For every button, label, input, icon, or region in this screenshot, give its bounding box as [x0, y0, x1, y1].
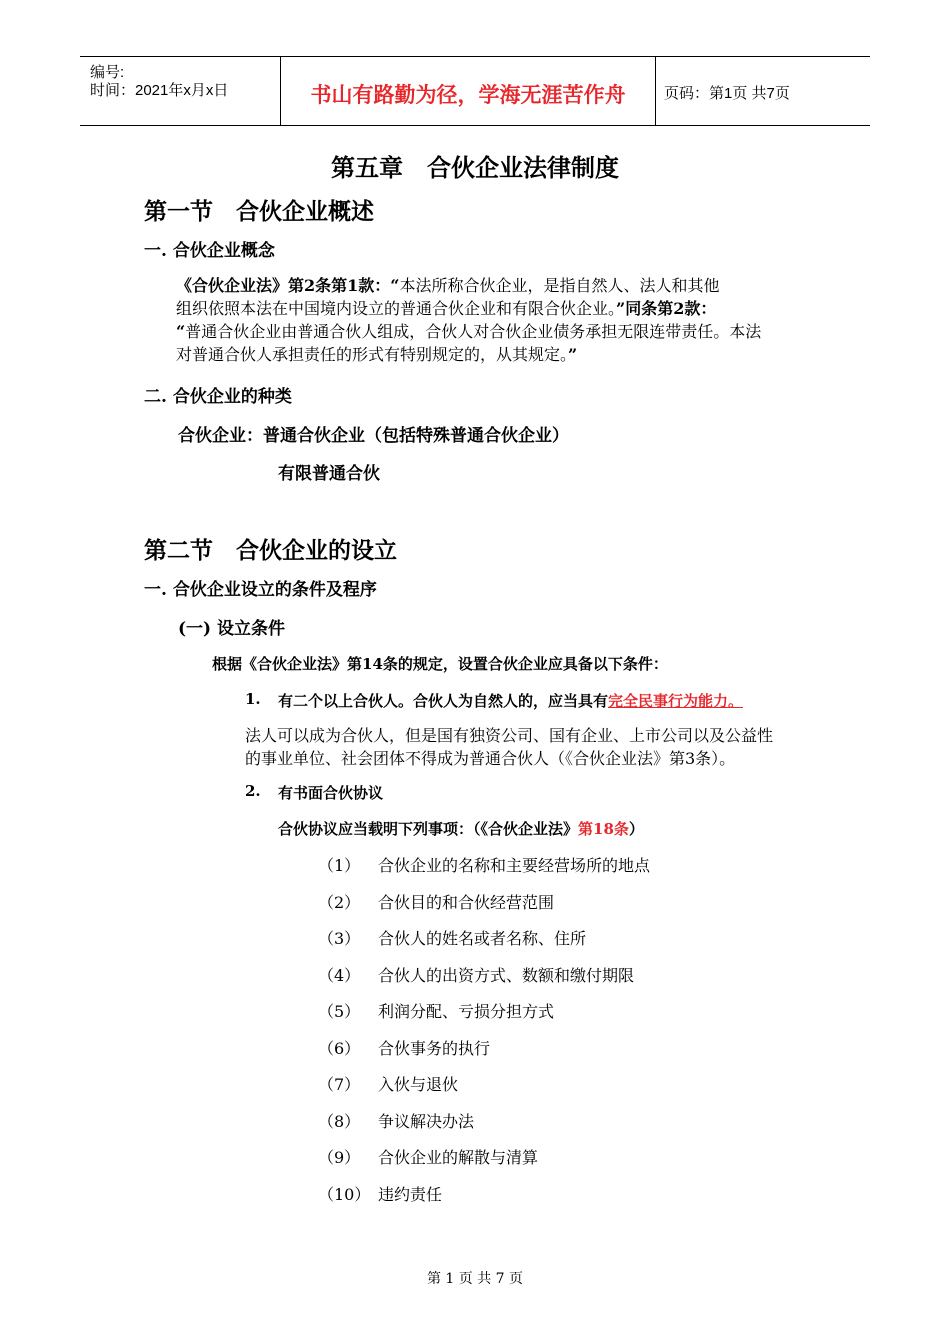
partnership-types-line: 有限普通合伙: [278, 464, 380, 484]
subsection-heading: 一. 合伙企业设立的条件及程序: [144, 580, 377, 600]
list-item-number: （10）: [318, 1184, 371, 1204]
agreement-intro: 合伙协议应当载明下列事项：（《合伙企业法》第18条）: [278, 820, 644, 838]
section-title: 第二节 合伙企业的设立: [144, 537, 397, 564]
list-item-text: 合伙人的姓名或者名称、住所: [378, 929, 587, 948]
header-page-info: 页码：第1页 共7页: [664, 85, 790, 102]
list-item-number: （2）: [318, 892, 361, 912]
list-item: [318, 999, 718, 1021]
condition-number: 2.: [245, 782, 261, 800]
quote-text: 普通合伙企业由普通合伙人组成，合伙人对合伙企业债务承担无限连带责任。本法: [185, 322, 762, 341]
subsection-heading: 一. 合伙企业概念: [144, 241, 275, 261]
header-motto: 书山有路勤为径，学海无涯苦作舟: [310, 84, 626, 107]
quote-text: 本法所称合伙企业，是指自然人、法人和其他: [399, 276, 720, 295]
list-item-number: （6）: [318, 1038, 361, 1058]
list-item-number: （8）: [318, 1111, 361, 1131]
list-item-text: 入伙与退伙: [378, 1075, 459, 1094]
document-time-label: 时间：2021年x月x日: [90, 82, 229, 99]
list-item-text: 合伙事务的执行: [378, 1038, 491, 1058]
list-item: [318, 890, 718, 912]
quote-text: 组织依照本法在中国境内设立的普通合伙企业和有限合伙企业。: [176, 299, 617, 318]
list-item: [318, 1109, 718, 1131]
condition-text: 有二个以上合伙人。合伙人为自然人的，应当具有完全民事行为能力。: [278, 692, 744, 710]
section-title: 第一节 合伙企业概述: [144, 198, 374, 225]
list-item-text: 违约责任: [378, 1184, 443, 1204]
header-motto-cell: [280, 57, 656, 125]
list-item-number: （4）: [318, 965, 361, 985]
list-item: [318, 853, 718, 875]
list-item-number: （3）: [318, 929, 361, 948]
header-page-cell: [655, 57, 870, 125]
list-item: [318, 1072, 718, 1094]
list-item: [318, 1182, 718, 1204]
list-item: [318, 926, 718, 948]
list-item-text: 争议解决办法: [378, 1111, 475, 1131]
list-item-text: 合伙目的和合伙经营范围: [378, 892, 555, 912]
conditions-intro: 根据《合伙企业法》第14条的规定，设置合伙企业应具备以下条件：: [212, 655, 668, 673]
quote-text: 对普通合伙人承担责任的形式有特别规定的，从其规定。: [176, 345, 569, 364]
condition-number: 1.: [245, 690, 261, 708]
highlighted-term: 完全民事行为能力。: [608, 692, 744, 710]
document-number-label: 编号:: [90, 64, 125, 81]
list-item-number: （5）: [318, 1002, 361, 1021]
quote-mark: “: [176, 322, 186, 341]
list-item: [318, 963, 718, 985]
law-quote-paragraph: [176, 274, 816, 366]
subsection-subheading: (一) 设立条件: [178, 619, 286, 639]
list-item-number: （1）: [318, 856, 361, 875]
condition-text: 有书面合伙协议: [278, 784, 384, 802]
list-item-text: 合伙企业的解散与清算: [378, 1148, 539, 1167]
partnership-types-line: 合伙企业：普通合伙企业（包括特殊普通合伙企业）: [178, 426, 569, 446]
list-item: [318, 1036, 718, 1058]
list-item-number: （9）: [318, 1148, 361, 1167]
header-meta-cell: [80, 57, 280, 125]
quote-mark: ”: [568, 345, 578, 364]
page-footer: 第 1 页 共 7 页: [426, 1271, 524, 1287]
list-item-text: 合伙企业的名称和主要经营场所的地点: [378, 856, 651, 875]
list-item-number: （7）: [318, 1075, 361, 1094]
list-item-text: 合伙人的出资方式、数额和缴付期限: [378, 965, 635, 985]
subsection-heading: 二. 合伙企业的种类: [144, 387, 292, 407]
list-item: [318, 1145, 718, 1167]
quote-citation: 《合伙企业法》第2条第1款：“: [176, 276, 400, 295]
highlighted-article: 第18条: [578, 820, 629, 838]
list-item-text: 利润分配、亏损分担方式: [378, 1002, 555, 1021]
page-header: [80, 56, 870, 126]
quote-citation: ”同条第2款：: [616, 299, 717, 318]
chapter-title: 第五章 合伙企业法律制度: [331, 153, 619, 182]
condition-explanation: 法人可以成为合伙人，但是国有独资公司、国有企业、上市公司以及公益性 的事业单位、社会团体不得成为普通合伙人（《合伙企业法》第3条）。: [245, 726, 774, 768]
